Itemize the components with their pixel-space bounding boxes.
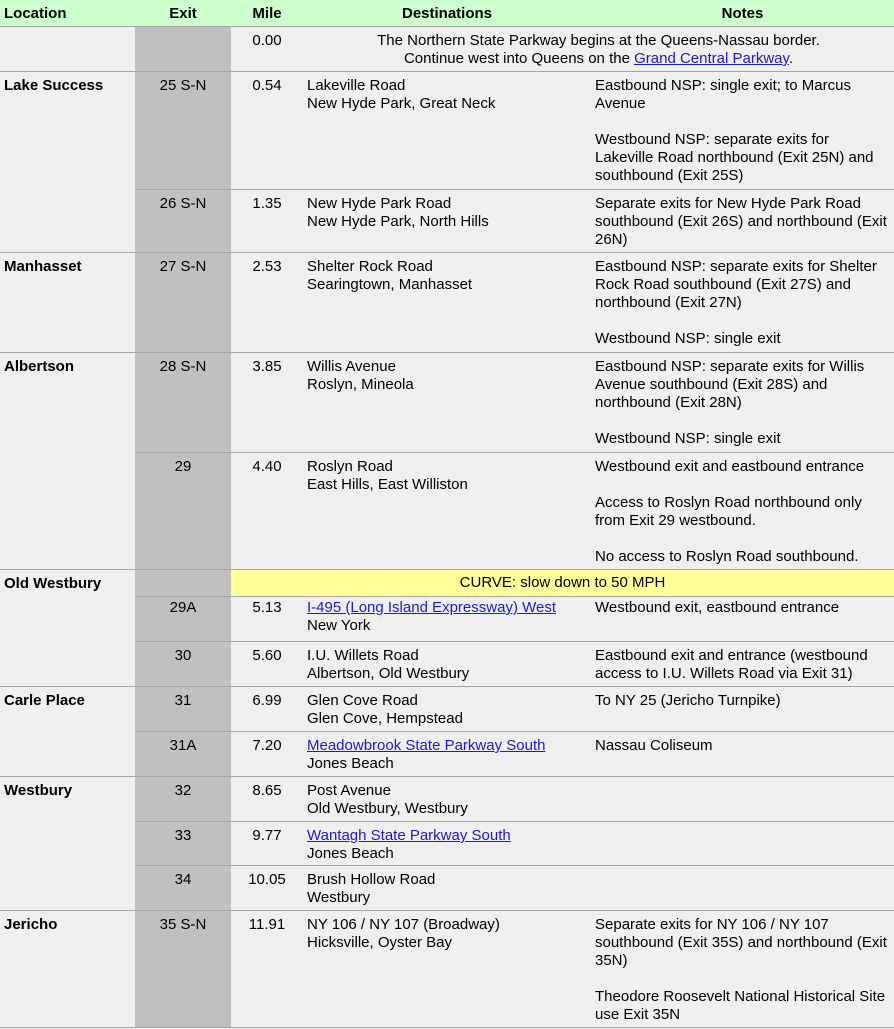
table-row: [0, 253, 894, 353]
note-text: No access to Roslyn Road southbound.: [595, 548, 859, 565]
note-text: Nassau Coliseum: [595, 737, 713, 754]
curve-warning-banner: CURVE: slow down to 50 MPH: [231, 570, 894, 597]
exit-cell: 25 S-N: [135, 72, 231, 190]
note-text: Theodore Roosevelt National Historical Site use Exit 35N: [595, 988, 886, 1023]
note-text: Westbound NSP: single exit: [595, 430, 781, 447]
destination-places: East Hills, East Williston: [307, 476, 468, 493]
table-row: [0, 911, 894, 1028]
header-mile: Mile: [231, 0, 303, 27]
destination-cell: [303, 72, 591, 190]
table-row: [0, 353, 894, 453]
destination-cell: [303, 687, 591, 732]
destination-places: Jones Beach: [307, 845, 394, 862]
mile-cell: 3.85: [231, 353, 303, 453]
destination-places: New Hyde Park, Great Neck: [307, 95, 496, 112]
destination-cell: [303, 866, 591, 911]
destination-road: Post Avenue: [307, 782, 391, 799]
destination-road: New Hyde Park Road: [307, 195, 452, 212]
note-text: Eastbound NSP: separate exits for Willis Avenue southbound (Exit 28S) and northbound (Exit 28N): [595, 358, 865, 411]
note-text: Separate exits for NY 106 / NY 107 southbound (Exit 35S) and northbound (Exit 35N): [595, 916, 887, 969]
destination-road: Willis Avenue: [307, 358, 396, 375]
destination-places: Westbury: [307, 889, 371, 906]
mile-cell: 9.77: [231, 822, 303, 866]
destination-places: Searingtown, Manhasset: [307, 276, 473, 293]
notes-cell: [591, 253, 894, 353]
location-cell: Old Westbury: [0, 570, 135, 687]
notes-cell: [591, 190, 894, 253]
note-text: To NY 25 (Jericho Turnpike): [595, 692, 781, 709]
destination-road: Glen Cove Road: [307, 692, 418, 709]
mile-cell: 6.99: [231, 687, 303, 732]
mile-cell: 0.00: [231, 27, 303, 72]
mile-cell: 5.13: [231, 597, 303, 642]
location-cell: Carle Place: [0, 687, 135, 777]
note-text: Eastbound exit and entrance (westbound access to I.U. Willets Road via Exit 31): [595, 647, 868, 682]
header-exit: Exit: [135, 0, 231, 27]
destination-road: NY 106 / NY 107 (Broadway): [307, 916, 500, 933]
exit-cell: 26 S-N: [135, 190, 231, 253]
mile-cell: 1.35: [231, 190, 303, 253]
notes-cell-empty: [591, 866, 894, 911]
table-row: [0, 687, 894, 732]
meadowbrook-parkway-link[interactable]: Meadowbrook State Parkway South: [307, 737, 546, 754]
note-text: Eastbound NSP: separate exits for Shelter Rock Road southbound (Exit 27S) and northbound (Exit 27N): [595, 258, 877, 311]
location-cell: Westbury: [0, 777, 135, 911]
start-note-period: .: [788, 50, 794, 67]
exit-cell: 34: [135, 866, 231, 911]
exit-cell: 35 S-N: [135, 911, 231, 1028]
destination-road: Brush Hollow Road: [307, 871, 436, 888]
notes-cell: [591, 597, 894, 642]
note-text: Westbound NSP: single exit: [595, 330, 781, 347]
header-destinations: Destinations: [303, 0, 591, 27]
note-text: Westbound exit and eastbound entrance: [595, 458, 865, 475]
table-row: [0, 190, 894, 253]
parkway-start-note: [303, 27, 894, 72]
destination-cell: [303, 911, 591, 1028]
header-row: [0, 0, 894, 27]
table-row: [0, 72, 894, 190]
notes-cell: [591, 72, 894, 190]
mile-cell: 2.53: [231, 253, 303, 353]
exit-cell: 31: [135, 687, 231, 732]
destination-places: Jones Beach: [307, 755, 394, 772]
location-cell: Manhasset: [0, 253, 135, 353]
exit-cell: 31A: [135, 732, 231, 777]
mile-cell: 5.60: [231, 642, 303, 687]
notes-cell: [591, 453, 894, 570]
exit-cell: 27 S-N: [135, 253, 231, 353]
destination-cell: [303, 822, 591, 866]
notes-cell: [591, 732, 894, 777]
exit-cell: 32: [135, 777, 231, 822]
destination-places: New York: [307, 617, 371, 634]
exit-cell: 29: [135, 453, 231, 570]
table-row: [0, 822, 894, 866]
notes-cell-empty: [591, 777, 894, 822]
exit-cell-empty: [135, 27, 231, 72]
destination-cell: [303, 642, 591, 687]
mile-cell: 0.54: [231, 72, 303, 190]
table-row: [0, 597, 894, 642]
notes-cell: [591, 911, 894, 1028]
table-row: [0, 732, 894, 777]
destination-places: Glen Cove, Hempstead: [307, 710, 463, 727]
location-cell: Lake Success: [0, 72, 135, 253]
notes-cell: [591, 642, 894, 687]
wantagh-parkway-link[interactable]: Wantagh State Parkway South: [307, 827, 511, 844]
grand-central-parkway-link[interactable]: Grand Central Parkway: [634, 50, 789, 67]
exit-cell: 28 S-N: [135, 353, 231, 453]
notes-cell: [591, 353, 894, 453]
destination-road: Shelter Rock Road: [307, 258, 433, 275]
start-note-line1: The Northern State Parkway begins at the Queens-Nassau border.: [377, 32, 820, 49]
destination-road: Lakeville Road: [307, 77, 406, 94]
table-row: [0, 866, 894, 911]
destination-cell: [303, 453, 591, 570]
mile-cell: 11.91: [231, 911, 303, 1028]
table-row-curve: [0, 570, 894, 597]
note-text: Eastbound NSP: single exit; to Marcus Avenue: [595, 77, 851, 112]
table-row: [0, 453, 894, 570]
destination-cell: [303, 353, 591, 453]
location-cell: Albertson: [0, 353, 135, 570]
mile-cell: 8.65: [231, 777, 303, 822]
location-cell-empty: [0, 27, 135, 72]
header-notes: Notes: [591, 0, 894, 27]
note-text: Access to Roslyn Road northbound only from Exit 29 westbound.: [595, 494, 862, 529]
destination-places: Albertson, Old Westbury: [307, 665, 470, 682]
i495-link[interactable]: I-495 (Long Island Expressway) West: [307, 599, 557, 616]
mile-cell: 7.20: [231, 732, 303, 777]
notes-cell: [591, 687, 894, 732]
exit-cell: 33: [135, 822, 231, 866]
mile-cell: 10.05: [231, 866, 303, 911]
destination-cell: [303, 732, 591, 777]
table-row: [0, 777, 894, 822]
note-text: Westbound exit, eastbound entrance: [595, 599, 840, 616]
destination-cell: [303, 190, 591, 253]
destination-places: Old Westbury, Westbury: [307, 800, 468, 817]
destination-places: New Hyde Park, North Hills: [307, 213, 489, 230]
header-location: Location: [0, 0, 135, 27]
exit-cell-empty: [135, 570, 231, 597]
exit-cell: 30: [135, 642, 231, 687]
notes-cell-empty: [591, 822, 894, 866]
note-text: Separate exits for New Hyde Park Road southbound (Exit 26S) and northbound (Exit 26N): [595, 195, 887, 248]
note-text: Westbound NSP: separate exits for Lakeville Road northbound (Exit 25N) and southbound (Exit 25S): [595, 131, 874, 184]
exit-cell: 29A: [135, 597, 231, 642]
destination-cell: [303, 777, 591, 822]
destination-cell: [303, 597, 591, 642]
start-note-line2: [307, 50, 890, 68]
location-cell: Jericho: [0, 911, 135, 1028]
destination-places: Hicksville, Oyster Bay: [307, 934, 453, 951]
destination-road: I.U. Willets Road: [307, 647, 419, 664]
start-note-text: Continue west into Queens on the: [403, 50, 635, 67]
destination-places: Roslyn, Mineola: [307, 376, 414, 393]
destination-cell: [303, 253, 591, 353]
table-row: [0, 642, 894, 687]
destination-road: Roslyn Road: [307, 458, 393, 475]
table-row-start: [0, 27, 894, 72]
mile-cell: 4.40: [231, 453, 303, 570]
